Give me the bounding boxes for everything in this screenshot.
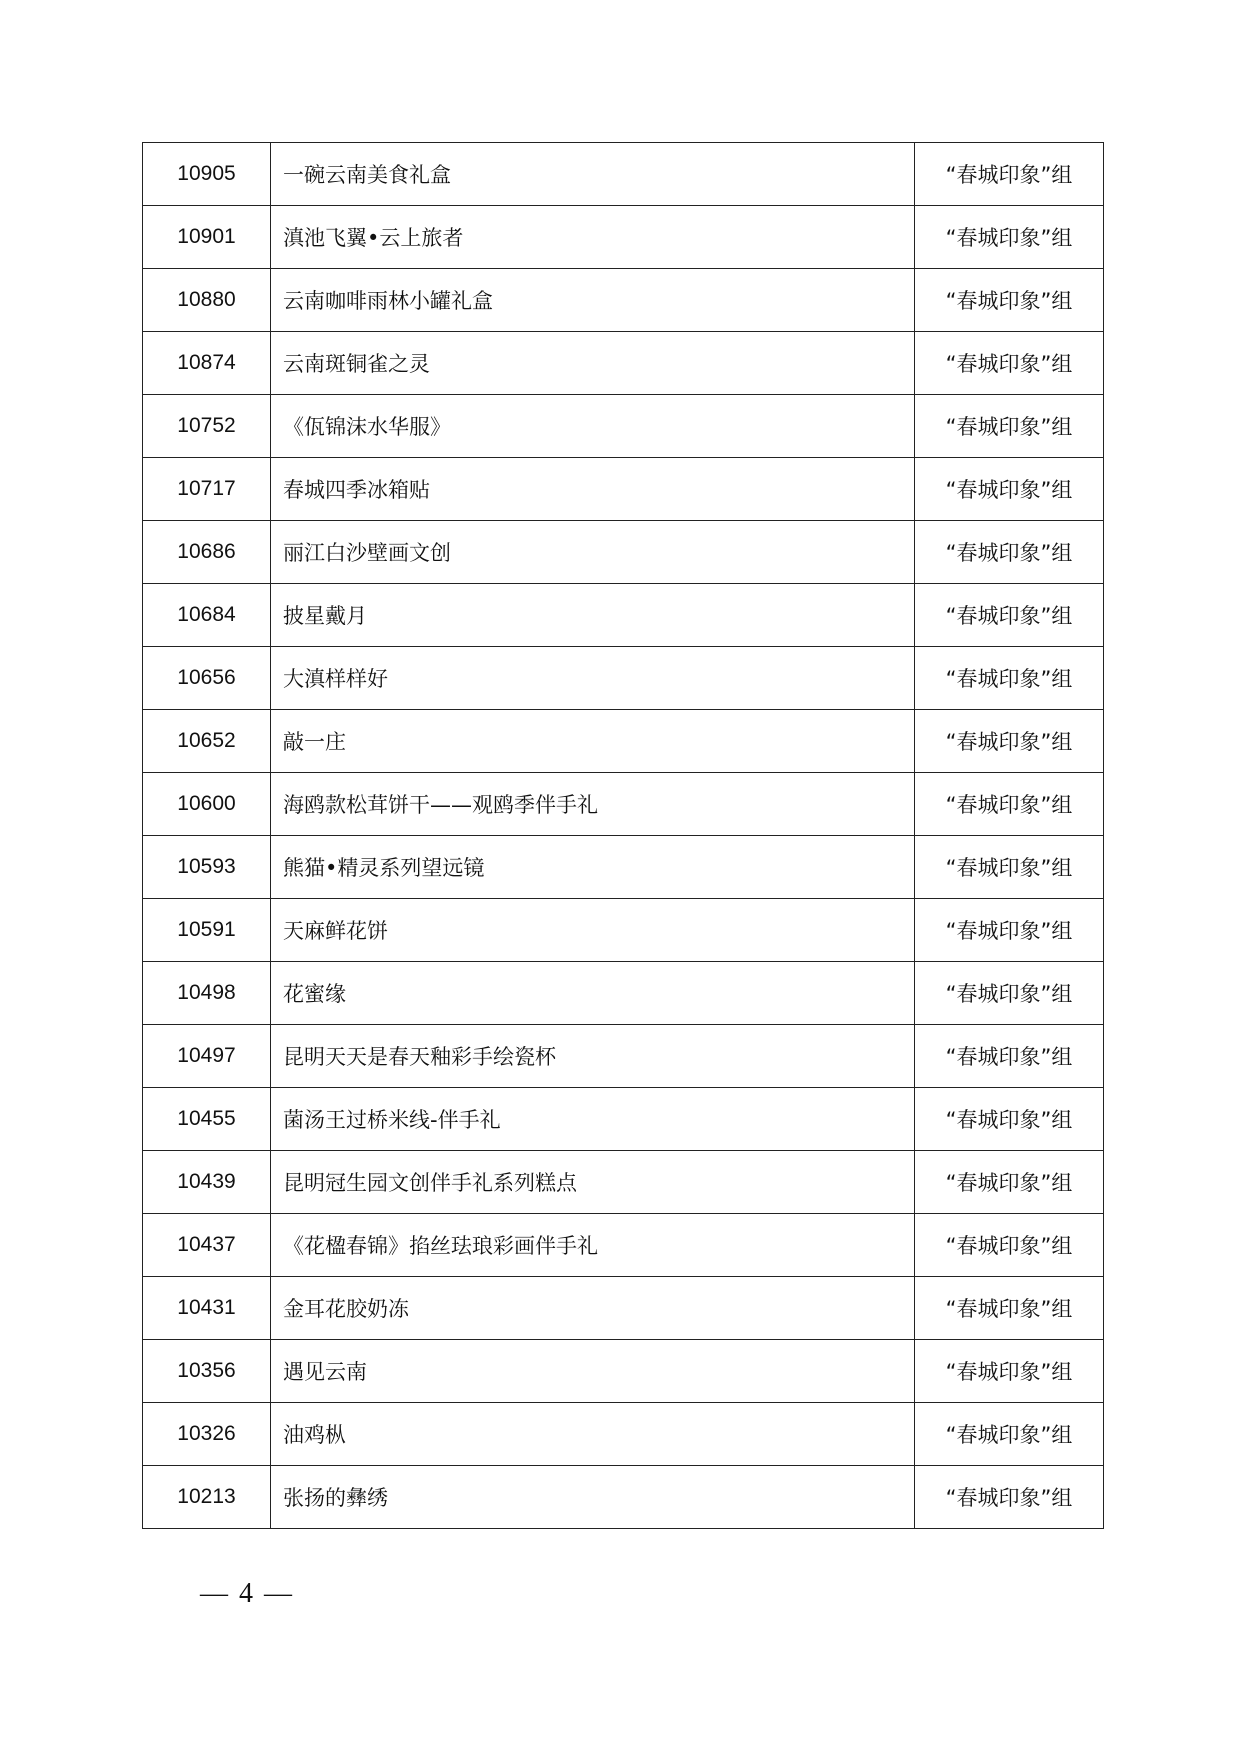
entry-id: 10880 (143, 269, 271, 332)
entry-group: “春城印象”组 (915, 836, 1104, 899)
table-row (143, 521, 1104, 584)
entry-name: 一碗云南美食礼盒 (271, 143, 915, 206)
entry-id: 10652 (143, 710, 271, 773)
table-row (143, 458, 1104, 521)
entry-group: “春城印象”组 (915, 143, 1104, 206)
entry-id: 10752 (143, 395, 271, 458)
entry-id: 10600 (143, 773, 271, 836)
entry-name: 春城四季冰箱贴 (271, 458, 915, 521)
entry-group: “春城印象”组 (915, 1403, 1104, 1466)
table-row (143, 1214, 1104, 1277)
table-row (143, 899, 1104, 962)
entry-id: 10356 (143, 1340, 271, 1403)
entry-id: 10439 (143, 1151, 271, 1214)
entry-group: “春城印象”组 (915, 647, 1104, 710)
entry-group: “春城印象”组 (915, 1466, 1104, 1529)
entry-id: 10656 (143, 647, 271, 710)
entry-id: 10431 (143, 1277, 271, 1340)
entry-id: 10498 (143, 962, 271, 1025)
entry-group: “春城印象”组 (915, 773, 1104, 836)
entry-id: 10686 (143, 521, 271, 584)
table-row (143, 206, 1104, 269)
entry-group: “春城印象”组 (915, 1277, 1104, 1340)
entry-group: “春城印象”组 (915, 269, 1104, 332)
entry-name: 《佤锦沫水华服》 (271, 395, 915, 458)
entry-id: 10455 (143, 1088, 271, 1151)
entry-id: 10213 (143, 1466, 271, 1529)
entry-group: “春城印象”组 (915, 332, 1104, 395)
entry-name: 丽江白沙壁画文创 (271, 521, 915, 584)
entry-id: 10684 (143, 584, 271, 647)
table-row (143, 1403, 1104, 1466)
entry-name: 披星戴月 (271, 584, 915, 647)
entries-table (142, 142, 1104, 1529)
entry-name: 昆明冠生园文创伴手礼系列糕点 (271, 1151, 915, 1214)
table-row (143, 332, 1104, 395)
table-row (143, 269, 1104, 332)
entry-name: 昆明天天是春天釉彩手绘瓷杯 (271, 1025, 915, 1088)
table-row (143, 1277, 1104, 1340)
entry-group: “春城印象”组 (915, 1088, 1104, 1151)
entry-group: “春城印象”组 (915, 962, 1104, 1025)
entry-id: 10717 (143, 458, 271, 521)
table-row (143, 395, 1104, 458)
table-row (143, 1088, 1104, 1151)
table-row (143, 1340, 1104, 1403)
entry-group: “春城印象”组 (915, 710, 1104, 773)
table-row (143, 1466, 1104, 1529)
entry-name: 天麻鲜花饼 (271, 899, 915, 962)
entry-id: 10326 (143, 1403, 271, 1466)
entry-id: 10593 (143, 836, 271, 899)
entry-id: 10591 (143, 899, 271, 962)
entry-group: “春城印象”组 (915, 395, 1104, 458)
entry-group: “春城印象”组 (915, 1214, 1104, 1277)
entry-group: “春城印象”组 (915, 206, 1104, 269)
table-row (143, 836, 1104, 899)
entry-name: 张扬的彝绣 (271, 1466, 915, 1529)
entry-name: 云南咖啡雨林小罐礼盒 (271, 269, 915, 332)
entry-name: 敲一庄 (271, 710, 915, 773)
entry-name: 遇见云南 (271, 1340, 915, 1403)
table-row (143, 647, 1104, 710)
entry-group: “春城印象”组 (915, 584, 1104, 647)
entry-id: 10497 (143, 1025, 271, 1088)
table-row (143, 1025, 1104, 1088)
entry-group: “春城印象”组 (915, 458, 1104, 521)
entry-name: 海鸥款松茸饼干——观鸥季伴手礼 (271, 773, 915, 836)
table-row (143, 1151, 1104, 1214)
entry-id: 10437 (143, 1214, 271, 1277)
page-number: — 4 — (200, 1578, 294, 1609)
table-row (143, 143, 1104, 206)
entry-group: “春城印象”组 (915, 1340, 1104, 1403)
entry-name: 油鸡枞 (271, 1403, 915, 1466)
table-row (143, 710, 1104, 773)
table-row (143, 962, 1104, 1025)
entry-name: 菌汤王过桥米线-伴手礼 (271, 1088, 915, 1151)
entry-group: “春城印象”组 (915, 1151, 1104, 1214)
entry-id: 10905 (143, 143, 271, 206)
entry-group: “春城印象”组 (915, 1025, 1104, 1088)
table-row (143, 584, 1104, 647)
entry-name: 云南斑铜雀之灵 (271, 332, 915, 395)
entry-id: 10901 (143, 206, 271, 269)
entry-name: 滇池飞翼•云上旅者 (271, 206, 915, 269)
entry-group: “春城印象”组 (915, 521, 1104, 584)
table-row (143, 773, 1104, 836)
entry-name: 花蜜缘 (271, 962, 915, 1025)
entry-name: 熊猫•精灵系列望远镜 (271, 836, 915, 899)
entry-id: 10874 (143, 332, 271, 395)
entry-name: 金耳花胶奶冻 (271, 1277, 915, 1340)
entry-name: 大滇样样好 (271, 647, 915, 710)
entry-name: 《花楹春锦》掐丝珐琅彩画伴手礼 (271, 1214, 915, 1277)
entry-group: “春城印象”组 (915, 899, 1104, 962)
